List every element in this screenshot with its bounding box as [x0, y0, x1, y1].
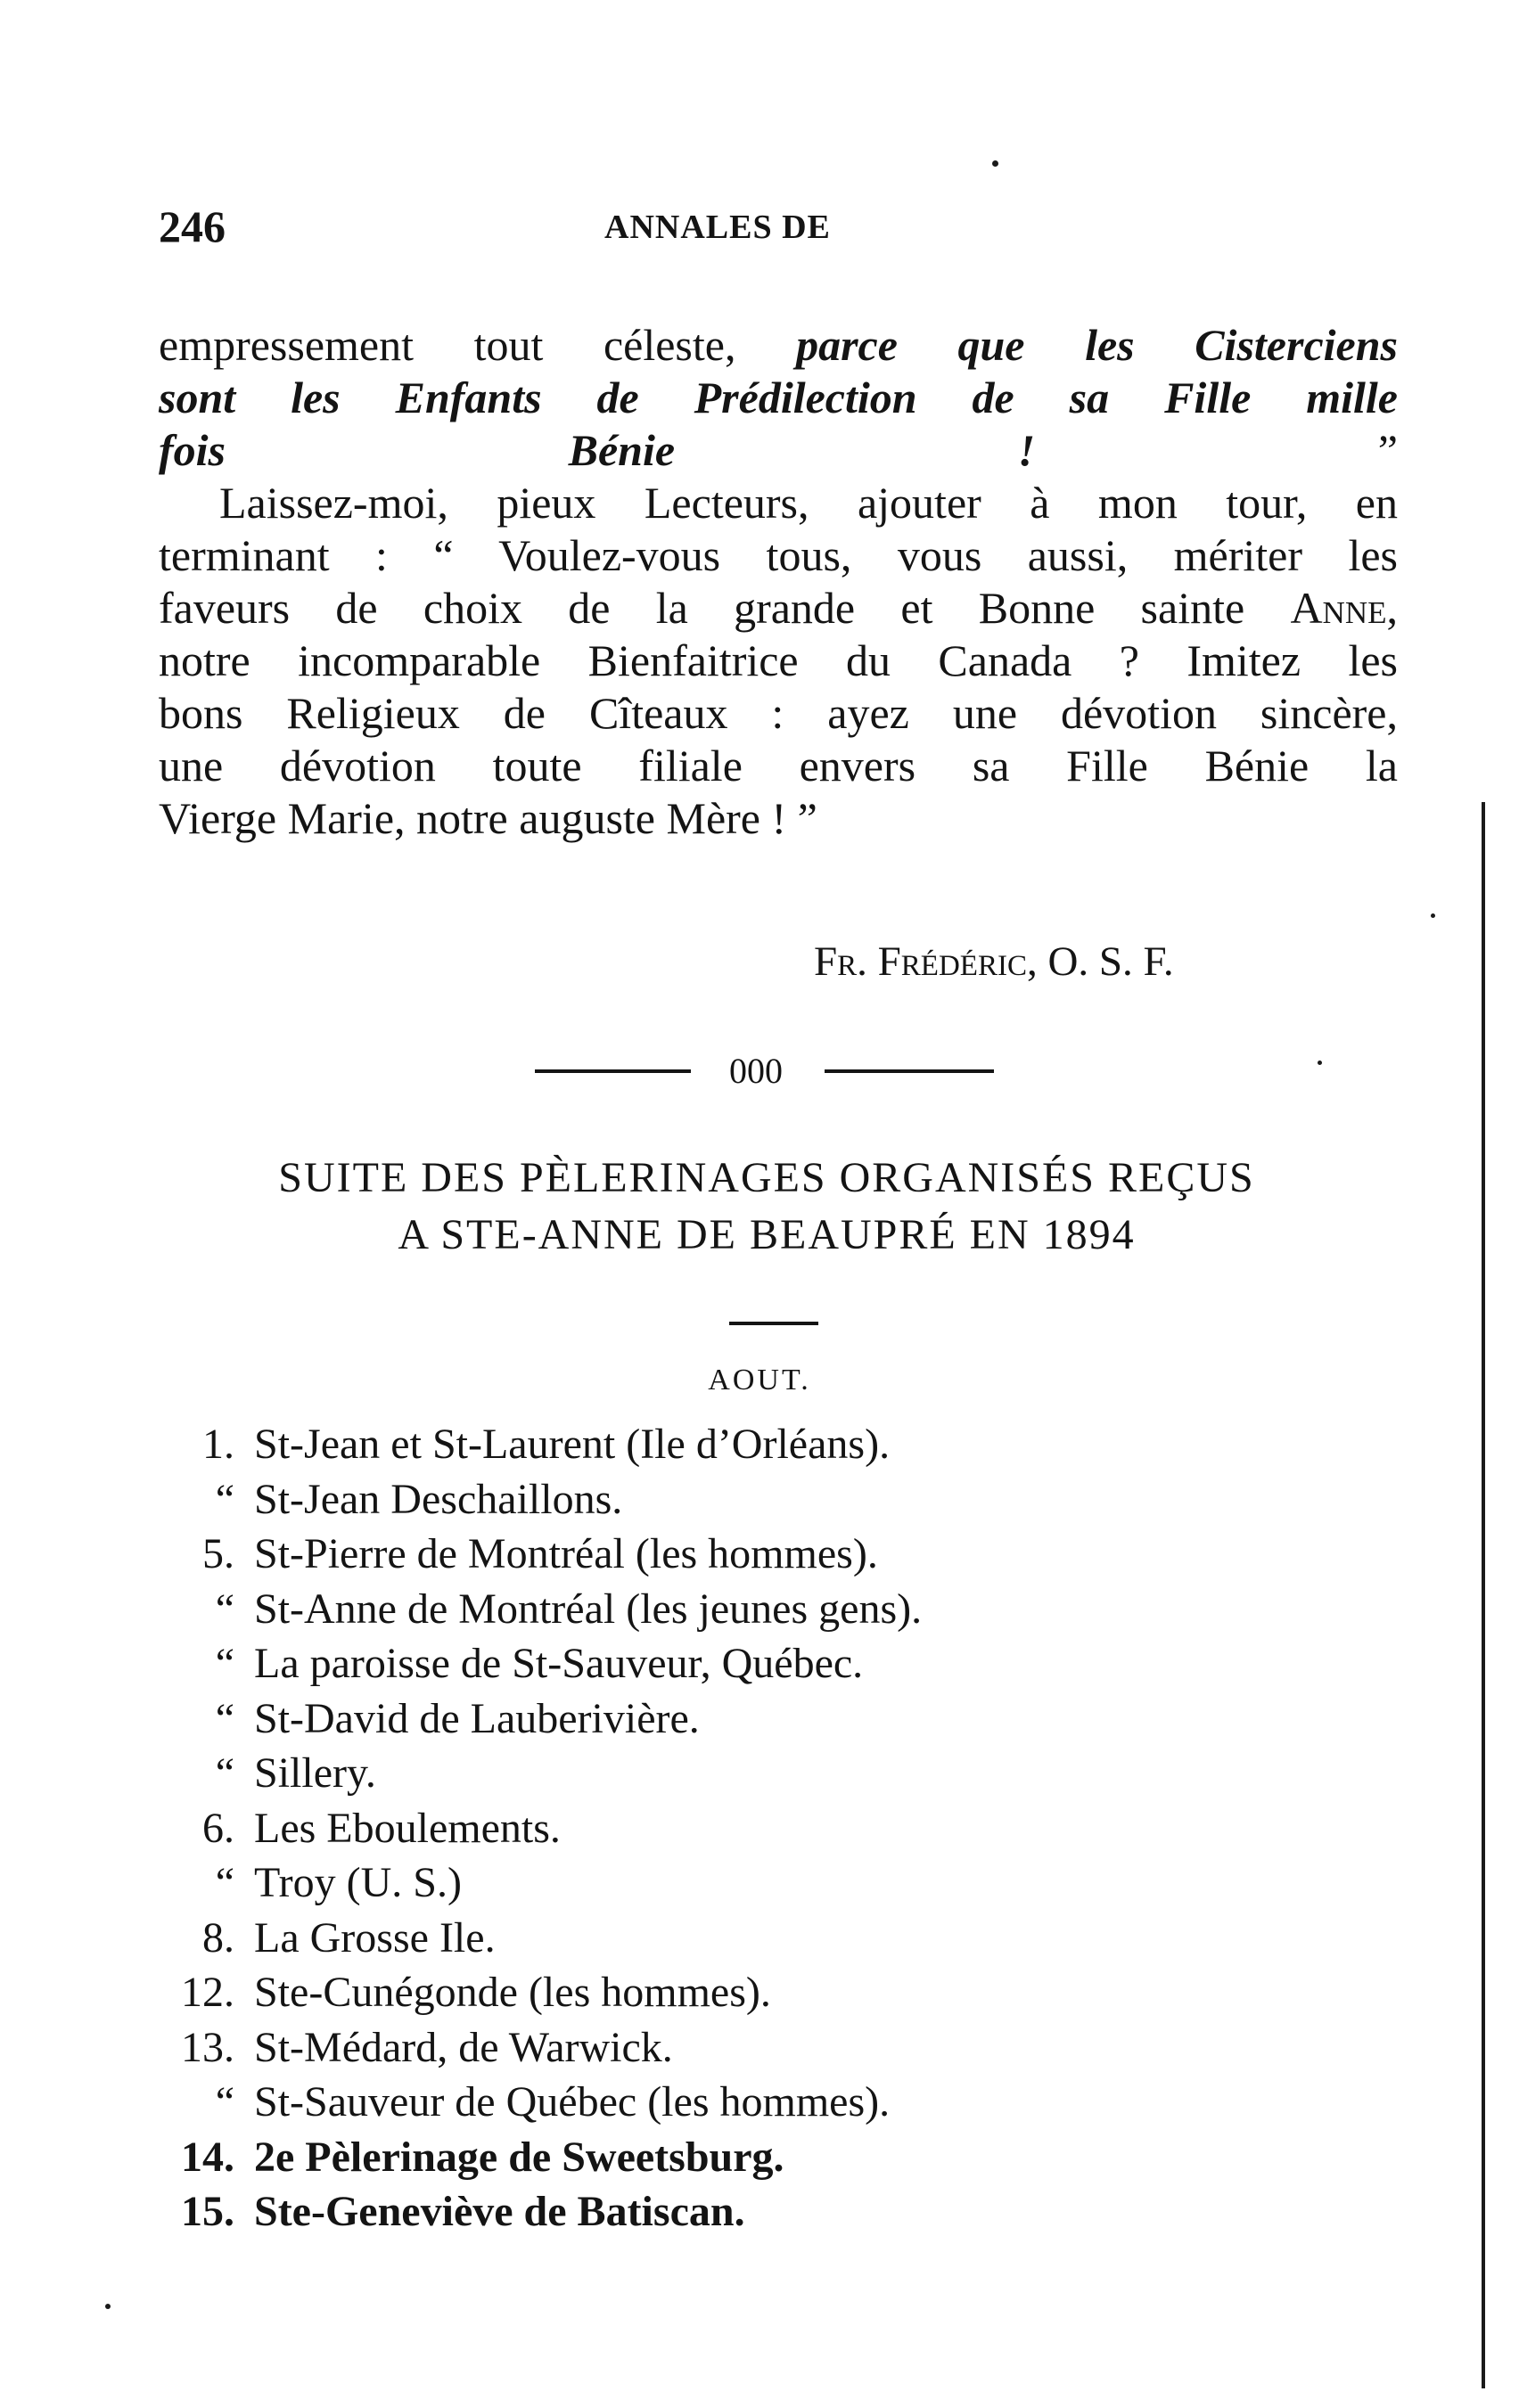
pilgrimage-day: “	[215, 1640, 234, 1687]
body-text-segment: notre incomparable Bienfaitrice du Canada ? Imitez les	[159, 635, 1398, 685]
separator-rule-left	[535, 1069, 691, 1073]
pilgrimage-item	[152, 2075, 1310, 2130]
pilgrimage-item	[152, 1855, 1310, 1911]
body-line	[159, 424, 1398, 477]
month-heading: AOUT.	[708, 1364, 811, 1396]
body-text-segment: Anne	[1290, 583, 1387, 633]
pilgrimage-place: St-Anne de Montréal (les jeunes gens).	[254, 1585, 923, 1633]
pilgrimage-place: Ste-Geneviève de Batiscan.	[254, 2188, 745, 2235]
body-line	[159, 319, 1398, 372]
body-line	[159, 529, 1398, 582]
pilgrimage-item	[152, 2020, 1310, 2076]
page-header	[159, 201, 1407, 254]
body-text-segment: terminant : “ Voulez-vous tous, vous aussi, mériter les	[159, 530, 1398, 580]
body-text-segment: sont les Enfants de Prédilection de sa Fille mille	[159, 373, 1398, 422]
body-text-segment: Laissez-moi, pieux Lecteurs, ajouter à mon tour, en	[219, 478, 1398, 528]
pilgrimage-day: “	[215, 1585, 234, 1633]
binding-edge-rule	[1482, 802, 1485, 2388]
body-line	[159, 792, 1398, 845]
pilgrimage-item	[152, 1801, 1310, 1856]
separator-ornament: 000	[729, 1051, 783, 1091]
body-line	[159, 582, 1398, 635]
separator-rule-right	[825, 1069, 994, 1073]
pilgrimage-place: Ste-Cunégonde (les hommes).	[254, 1969, 771, 2016]
body-line	[159, 372, 1398, 424]
section-separator	[535, 1050, 998, 1091]
body-line	[159, 687, 1398, 740]
body-text-segment: parce que les Cisterciens	[796, 320, 1398, 370]
pilgrimage-place: 2e Pèlerinage de Sweetsburg.	[254, 2133, 784, 2181]
pilgrimage-place: Troy (U. S.)	[254, 1859, 462, 1906]
pilgrimage-item	[152, 1911, 1310, 1966]
body-text-segment: ”	[1035, 425, 1398, 475]
pilgrimage-day: 15.	[181, 2188, 234, 2235]
author-signature: Fr. Frédéric, O. S. F.	[814, 938, 1174, 985]
pilgrimage-item	[152, 1527, 1310, 1582]
body-paragraphs	[159, 319, 1398, 845]
pilgrimage-item	[152, 2130, 1310, 2185]
pilgrimage-item	[152, 1746, 1310, 1801]
page-number: 246	[159, 201, 226, 251]
pilgrimage-place: Sillery.	[254, 1749, 376, 1797]
running-head: ANNALES DE	[604, 209, 831, 246]
body-text-segment: ,	[1386, 583, 1398, 633]
pilgrimage-place: St-David de Lauberivière.	[254, 1694, 700, 1742]
pilgrimage-day: 5.	[202, 1530, 234, 1577]
pilgrimage-day: “	[215, 1749, 234, 1797]
pilgrimage-place: La Grosse Ile.	[254, 1913, 496, 1962]
title-underline-rule	[729, 1322, 818, 1325]
body-line	[159, 740, 1398, 792]
pilgrimage-day: 6.	[202, 1804, 234, 1852]
pilgrimage-place: St-Jean et St-Laurent (Ile d’Orléans).	[254, 1421, 891, 1468]
body-text-segment: bons Religieux de Cîteaux : ayez une dévotion sincère,	[159, 688, 1398, 738]
section-title-line-1: SUITE DES PÈLERINAGES ORGANISÉS REÇUS	[278, 1154, 1255, 1201]
pilgrimage-day: 1.	[202, 1421, 234, 1468]
pilgrimage-day: “	[215, 2078, 234, 2125]
pilgrimage-place: La paroisse de St-Sauveur, Québec.	[254, 1640, 864, 1687]
body-line	[159, 635, 1398, 687]
body-text-segment: fois Bénie !	[159, 425, 1036, 475]
pilgrimage-day: 12.	[181, 1969, 234, 2016]
pilgrimage-day: “	[215, 1694, 234, 1742]
pilgrimage-day: 8.	[202, 1913, 234, 1962]
pilgrimage-place: St-Médard, de Warwick.	[254, 2023, 673, 2071]
pilgrimage-item	[152, 1472, 1310, 1528]
pilgrimage-item	[152, 1691, 1310, 1747]
pilgrimage-item	[152, 1636, 1310, 1691]
pilgrimage-place: St-Jean Deschaillons.	[254, 1475, 623, 1523]
ink-speck	[1318, 1061, 1322, 1065]
body-line	[159, 477, 1398, 529]
ink-speck	[1431, 913, 1435, 918]
ink-speck	[105, 2304, 111, 2309]
pilgrimage-item	[152, 1417, 1310, 1472]
pilgrimage-day: 14.	[181, 2133, 234, 2181]
body-text-segment: une dévotion toute filiale envers sa Fille Bénie la	[159, 741, 1398, 790]
pilgrimage-item	[152, 1582, 1310, 1637]
pilgrimage-place: Les Eboulements.	[254, 1804, 561, 1852]
pilgrimage-item	[152, 1965, 1310, 2020]
ink-speck	[992, 160, 998, 167]
body-text-segment: Vierge Marie, notre auguste Mère ! ”	[159, 793, 817, 843]
body-text-segment: faveurs de choix de la grande et Bonne sainte	[159, 583, 1291, 633]
section-title	[134, 1150, 1400, 1264]
pilgrimage-place: St-Pierre de Montréal (les hommes).	[254, 1530, 878, 1577]
pilgrimage-day: 13.	[181, 2023, 234, 2071]
pilgrimage-day: “	[215, 1475, 234, 1523]
body-text-segment: empressement tout céleste,	[159, 320, 797, 370]
pilgrimage-place: St-Sauveur de Québec (les hommes).	[254, 2078, 891, 2125]
section-title-line-2: A STE-ANNE DE BEAUPRÉ EN 1894	[398, 1211, 1136, 1258]
pilgrimage-item	[152, 2184, 1310, 2240]
pilgrimage-day: “	[215, 1859, 234, 1906]
pilgrimage-list	[152, 1417, 1310, 2240]
